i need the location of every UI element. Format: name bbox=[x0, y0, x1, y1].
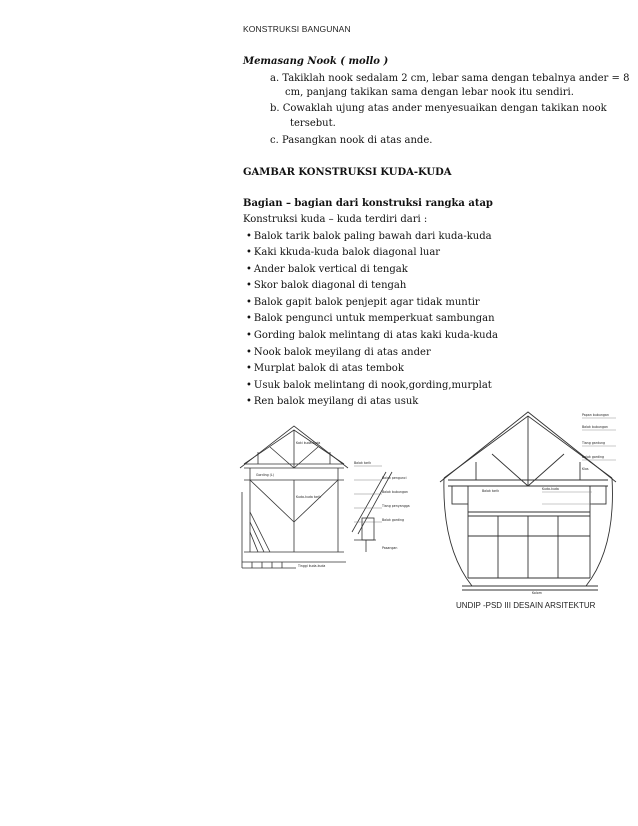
nook-heading: Memasang Nook ( mollo ) bbox=[243, 56, 389, 67]
left-label: Balok bubungan bbox=[382, 490, 408, 494]
left-label: Balok gording bbox=[382, 518, 405, 522]
right-label: Balok bubungan bbox=[582, 425, 608, 429]
page-header: KONSTRUKSI BANGUNAN bbox=[243, 24, 351, 34]
list-item: • Gording balok melintang di atas kaki kuda-kuda bbox=[246, 330, 498, 342]
parts-intro: Konstruksi kuda – kuda terdiri dari : bbox=[243, 214, 428, 225]
left-label: Pasangan bbox=[382, 546, 398, 550]
left-label: Balok tarik bbox=[354, 461, 372, 465]
list-item: • Ander balok vertical di tengak bbox=[246, 264, 408, 276]
right-label: Klos bbox=[582, 467, 589, 471]
list-item: • Ren balok meyilang di atas usuk bbox=[246, 396, 418, 408]
section-title: GAMBAR KONSTRUKSI KUDA-KUDA bbox=[243, 167, 452, 178]
list-item: • Balok gapit balok penjepit agar tidak muntir bbox=[246, 297, 480, 309]
right-label: Papan bubungan bbox=[582, 413, 609, 417]
left-label: Balok pengunci bbox=[382, 476, 407, 480]
right-label: Tiang gantung bbox=[582, 441, 606, 445]
list-item: • Nook balok meyilang di atas ander bbox=[246, 347, 431, 359]
nook-step-b: b. Cowaklah ujung atas ander menyesuaikan dengan takikan nook bbox=[270, 103, 607, 114]
list-item: • Usuk balok melintang di nook,gording,murplat bbox=[246, 380, 492, 392]
left-label: Gording (L) bbox=[256, 473, 274, 477]
list-item: • Balok tarik balok paling bawah dari kuda-kuda bbox=[246, 231, 492, 243]
right-label: Kuda-kuda bbox=[542, 487, 559, 491]
list-item: • Skor balok diagonal di tengah bbox=[246, 280, 406, 292]
truss-drawing-left bbox=[236, 422, 424, 574]
right-label: Balok gording bbox=[582, 455, 605, 459]
left-label: Tiang penyangga bbox=[382, 504, 410, 508]
list-item: • Kaki kkuda-kuda balok diagonal luar bbox=[246, 247, 440, 259]
nook-step-a: a. Takiklah nook sedalam 2 cm, lebar sama dengan tebalnya ander = 8 bbox=[270, 73, 630, 84]
nook-step-a-cont: cm, panjang takikan sama dengan lebar nook itu sendiri. bbox=[285, 87, 574, 98]
list-item: • Murplat balok di atas tembok bbox=[246, 363, 404, 375]
page-footer: UNDIP -PSD III DESAIN ARSITEKTUR bbox=[456, 601, 596, 610]
truss-drawing-right bbox=[432, 408, 630, 598]
right-label: Balok tarik bbox=[482, 489, 500, 493]
nook-step-b-cont: tersebut. bbox=[290, 118, 336, 129]
left-label: Kaki kuda-kuda bbox=[296, 441, 321, 445]
right-label: Kolom bbox=[532, 591, 542, 595]
parts-heading: Bagian – bagian dari konstruksi rangka atap bbox=[243, 198, 493, 209]
left-label: Tinggi kuda-kuda bbox=[298, 564, 326, 568]
left-label: Kuda-kuda tarik bbox=[296, 495, 322, 499]
nook-step-c: c. Pasangkan nook di atas ande. bbox=[270, 135, 433, 146]
list-item: • Balok pengunci untuk memperkuat sambungan bbox=[246, 313, 495, 325]
